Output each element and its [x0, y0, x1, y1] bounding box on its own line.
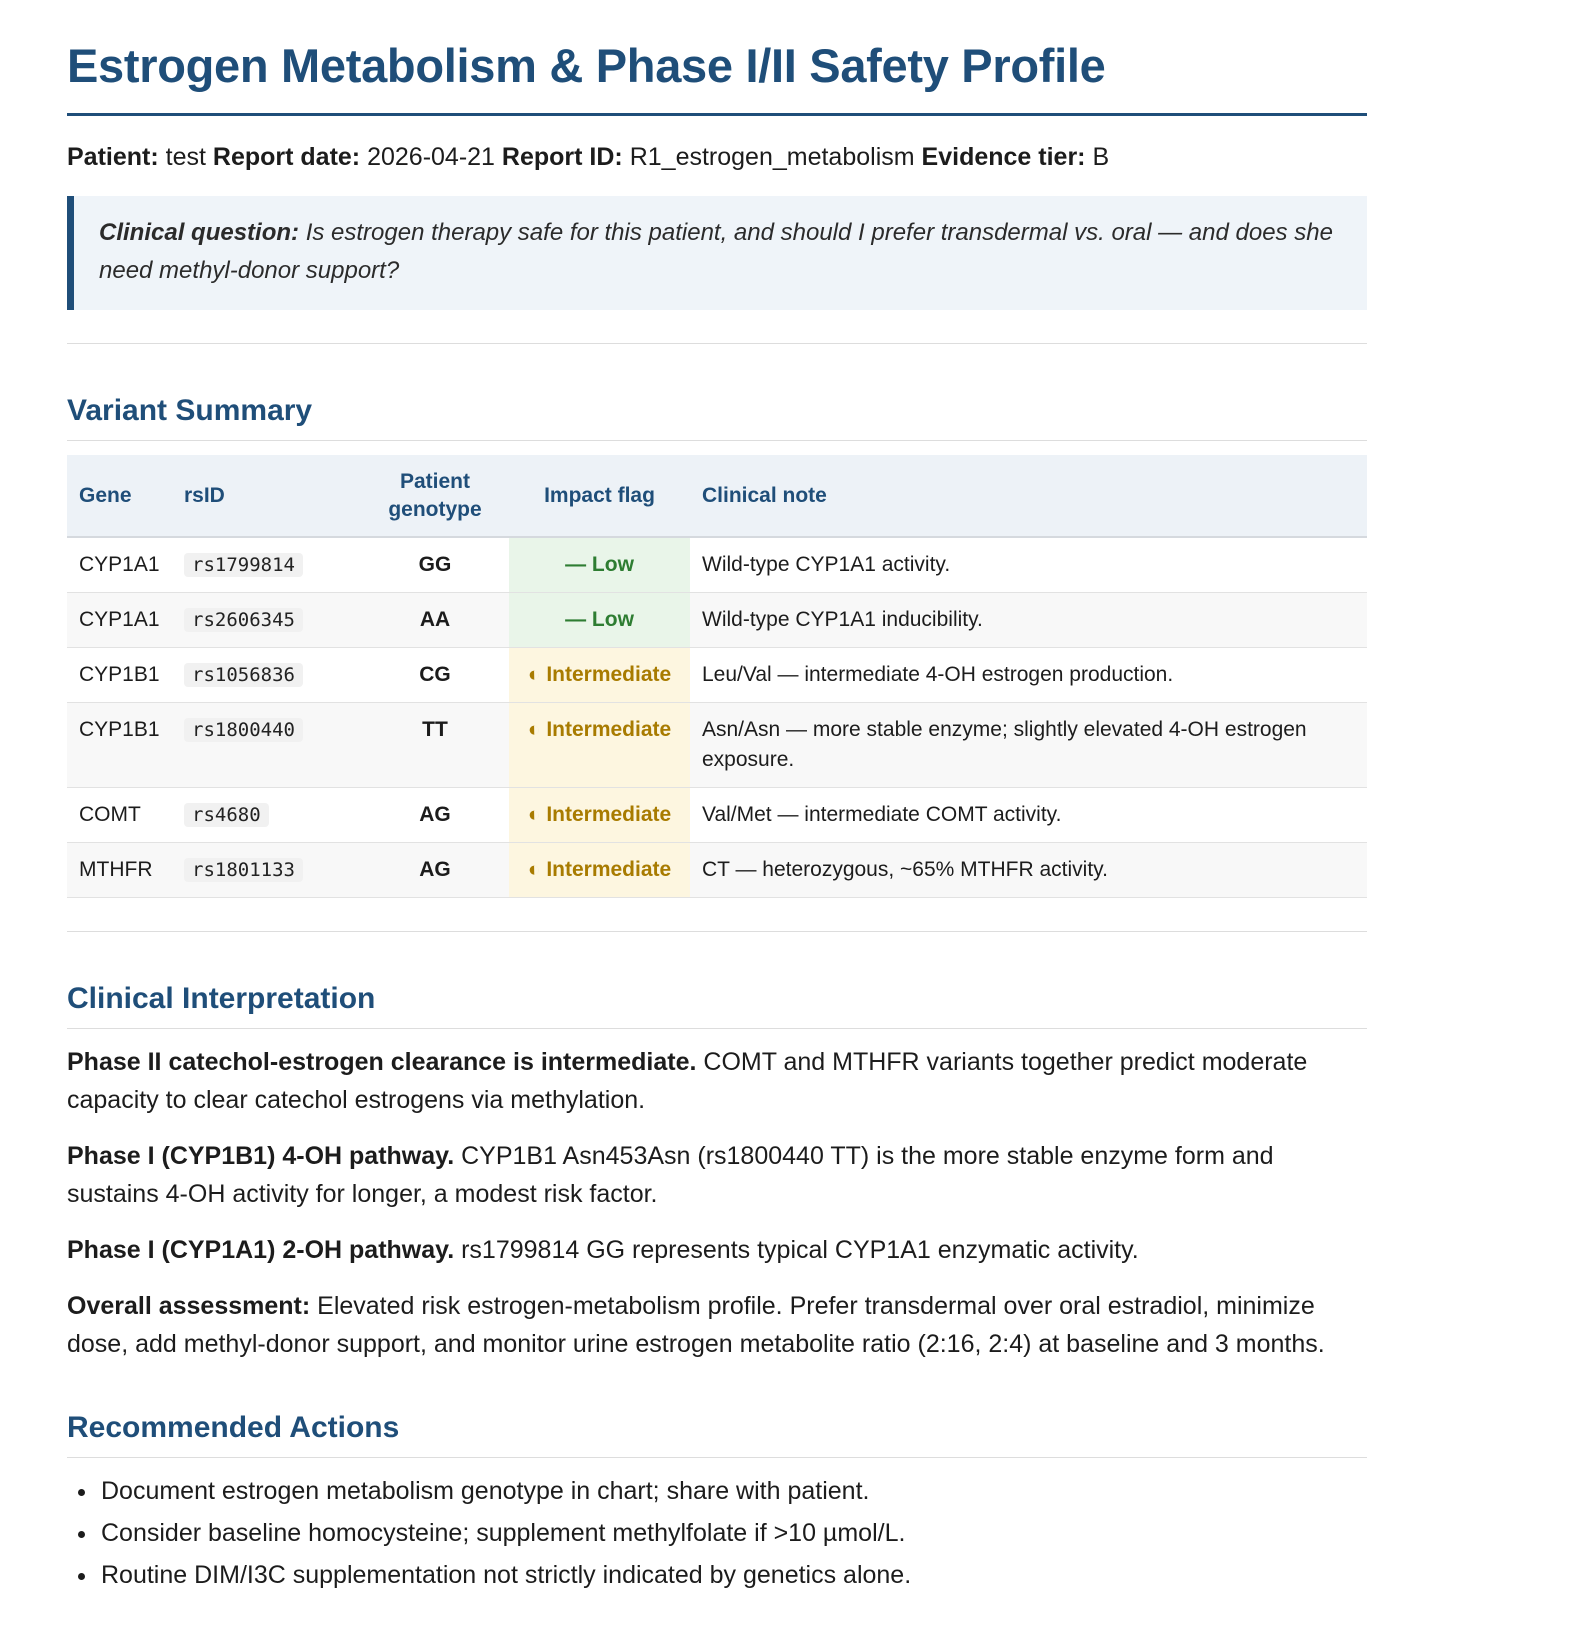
patient-value: test: [165, 143, 206, 171]
rsid-code: rs1801133: [184, 858, 303, 882]
dash-icon: —: [565, 553, 587, 576]
rsid-cell: [172, 788, 361, 843]
column-header-gene: Gene: [67, 455, 172, 537]
interpretation-lead: Phase II catechol-estrogen clearance is intermediate.: [67, 1048, 697, 1076]
list-item: • Document estrogen metabolism genotype in chart; share with patient.: [99, 1470, 1367, 1512]
half-circle-icon: ◐: [527, 663, 541, 686]
table-row: [67, 788, 1367, 843]
rsid-cell: [172, 703, 361, 788]
impact-flag-cell: [509, 648, 690, 703]
recommended-actions-list: [67, 1470, 1367, 1596]
table-row: [67, 648, 1367, 703]
impact-flag-cell: [509, 843, 690, 898]
rsid-cell: [172, 843, 361, 898]
report-meta: [67, 140, 1367, 174]
report-id-value: R1_estrogen_metabolism: [629, 143, 915, 171]
clinical-question-text: Is estrogen therapy safe for this patient, and should I prefer transdermal vs. oral — and does she need methyl-donor support?: [99, 219, 1333, 284]
interpretation-text: COMT and MTHFR variants together predict moderate capacity to clear catechol estrogens via methylation.: [67, 1048, 1308, 1114]
table-row: [67, 703, 1367, 788]
impact-flag-label: Low: [591, 553, 634, 576]
impact-flag-label: Low: [591, 608, 634, 631]
rsid-cell: [172, 593, 361, 648]
variant-table-body: [67, 537, 1367, 898]
table-row: [67, 843, 1367, 898]
genotype-cell: AA: [361, 593, 509, 648]
divider: [67, 343, 1367, 344]
clinical-note-cell: Val/Met — intermediate COMT activity.: [690, 788, 1367, 843]
genotype-cell: AG: [361, 788, 509, 843]
impact-flag-cell: [509, 537, 690, 593]
clinical-interpretation-heading: Clinical Interpretation: [67, 982, 1367, 1029]
interpretation-lead: Phase I (CYP1A1) 2-OH pathway.: [67, 1236, 455, 1264]
page-title: Estrogen Metabolism & Phase I/II Safety Profile: [67, 38, 1367, 116]
rsid-code: rs2606345: [184, 608, 303, 632]
variant-summary-section: [67, 394, 1367, 898]
rsid-cell: [172, 648, 361, 703]
interpretation-text: Elevated risk estrogen-metabolism profile. Prefer transdermal over oral estradiol, minimize dose, add methyl-donor support, and monitor urine estrogen metabolite ratio (2:16, 2:4) at baseline and 3 months.: [67, 1292, 1325, 1358]
gene-cell: CYP1A1: [67, 593, 172, 648]
interpretation-paragraph: [67, 1043, 1367, 1119]
gene-cell: MTHFR: [67, 843, 172, 898]
interpretation-paragraph: [67, 1287, 1367, 1363]
variant-table-header: [67, 455, 1367, 537]
column-header-genotype: Patient genotype: [361, 455, 509, 537]
evidence-tier-value: B: [1092, 143, 1110, 171]
clinical-note-cell: CT — heterozygous, ~65% MTHFR activity.: [690, 843, 1367, 898]
interpretation-lead: Overall assessment:: [67, 1292, 311, 1320]
interpretation-text: rs1799814 GG represents typical CYP1A1 enzymatic activity.: [454, 1236, 1139, 1264]
list-item: • Consider baseline homocysteine; supplement methylfolate if >10 µmol/L.: [99, 1512, 1367, 1554]
report-date-value: 2026-04-21: [367, 143, 495, 171]
column-header-rsid: rsID: [172, 455, 361, 537]
variant-table: [67, 455, 1367, 898]
report-date-label: Report date:: [212, 143, 361, 171]
clinical-question-callout: [67, 196, 1367, 310]
impact-flag-label: Intermediate: [546, 858, 672, 881]
clinical-interpretation-section: [67, 982, 1367, 1363]
column-header-impact-flag: Impact flag: [509, 455, 690, 537]
impact-flag-label: Intermediate: [546, 803, 672, 826]
divider: [67, 931, 1367, 932]
impact-flag-cell: [509, 788, 690, 843]
gene-cell: COMT: [67, 788, 172, 843]
gene-cell: CYP1A1: [67, 537, 172, 593]
interpretation-lead: Phase I (CYP1B1) 4-OH pathway.: [67, 1142, 455, 1170]
impact-flag-cell: [509, 593, 690, 648]
column-header-clinical-note: Clinical note: [690, 455, 1367, 537]
genotype-cell: TT: [361, 703, 509, 788]
gene-cell: CYP1B1: [67, 703, 172, 788]
patient-label: Patient:: [67, 143, 159, 171]
genotype-cell: CG: [361, 648, 509, 703]
impact-flag-cell: [509, 703, 690, 788]
clinical-question-label: Clinical question:: [99, 219, 300, 246]
clinical-note-cell: Asn/Asn — more stable enzyme; slightly elevated 4-OH estrogen exposure.: [690, 703, 1367, 788]
clinical-note-cell: Wild-type CYP1A1 activity.: [690, 537, 1367, 593]
rsid-code: rs4680: [184, 803, 269, 827]
rsid-cell: [172, 537, 361, 593]
gene-cell: CYP1B1: [67, 648, 172, 703]
table-row: [67, 593, 1367, 648]
genotype-cell: AG: [361, 843, 509, 898]
half-circle-icon: ◐: [527, 718, 541, 741]
half-circle-icon: ◐: [527, 803, 541, 826]
genotype-cell: GG: [361, 537, 509, 593]
evidence-tier-label: Evidence tier:: [921, 143, 1086, 171]
report-page: [67, 0, 1367, 1596]
list-item: • Routine DIM/I3C supplementation not strictly indicated by genetics alone.: [99, 1554, 1367, 1596]
clinical-note-cell: Leu/Val — intermediate 4-OH estrogen production.: [690, 648, 1367, 703]
rsid-code: rs1056836: [184, 663, 303, 687]
variant-summary-heading: Variant Summary: [67, 394, 1367, 441]
dash-icon: —: [565, 608, 587, 631]
clinical-note-cell: Wild-type CYP1A1 inducibility.: [690, 593, 1367, 648]
impact-flag-label: Intermediate: [546, 718, 672, 741]
interpretation-text: CYP1B1 Asn453Asn (rs1800440 TT) is the more stable enzyme form and sustains 4-OH activity for longer, a modest risk factor.: [67, 1142, 1274, 1208]
half-circle-icon: ◐: [527, 858, 541, 881]
interpretation-paragraph: [67, 1137, 1367, 1213]
recommended-actions-section: [67, 1411, 1367, 1596]
report-id-label: Report ID:: [501, 143, 623, 171]
recommended-actions-heading: Recommended Actions: [67, 1411, 1367, 1458]
impact-flag-label: Intermediate: [546, 663, 672, 686]
table-row: [67, 537, 1367, 593]
interpretation-body: [67, 1043, 1367, 1363]
rsid-code: rs1799814: [184, 553, 303, 577]
interpretation-paragraph: [67, 1231, 1367, 1269]
rsid-code: rs1800440: [184, 718, 303, 742]
